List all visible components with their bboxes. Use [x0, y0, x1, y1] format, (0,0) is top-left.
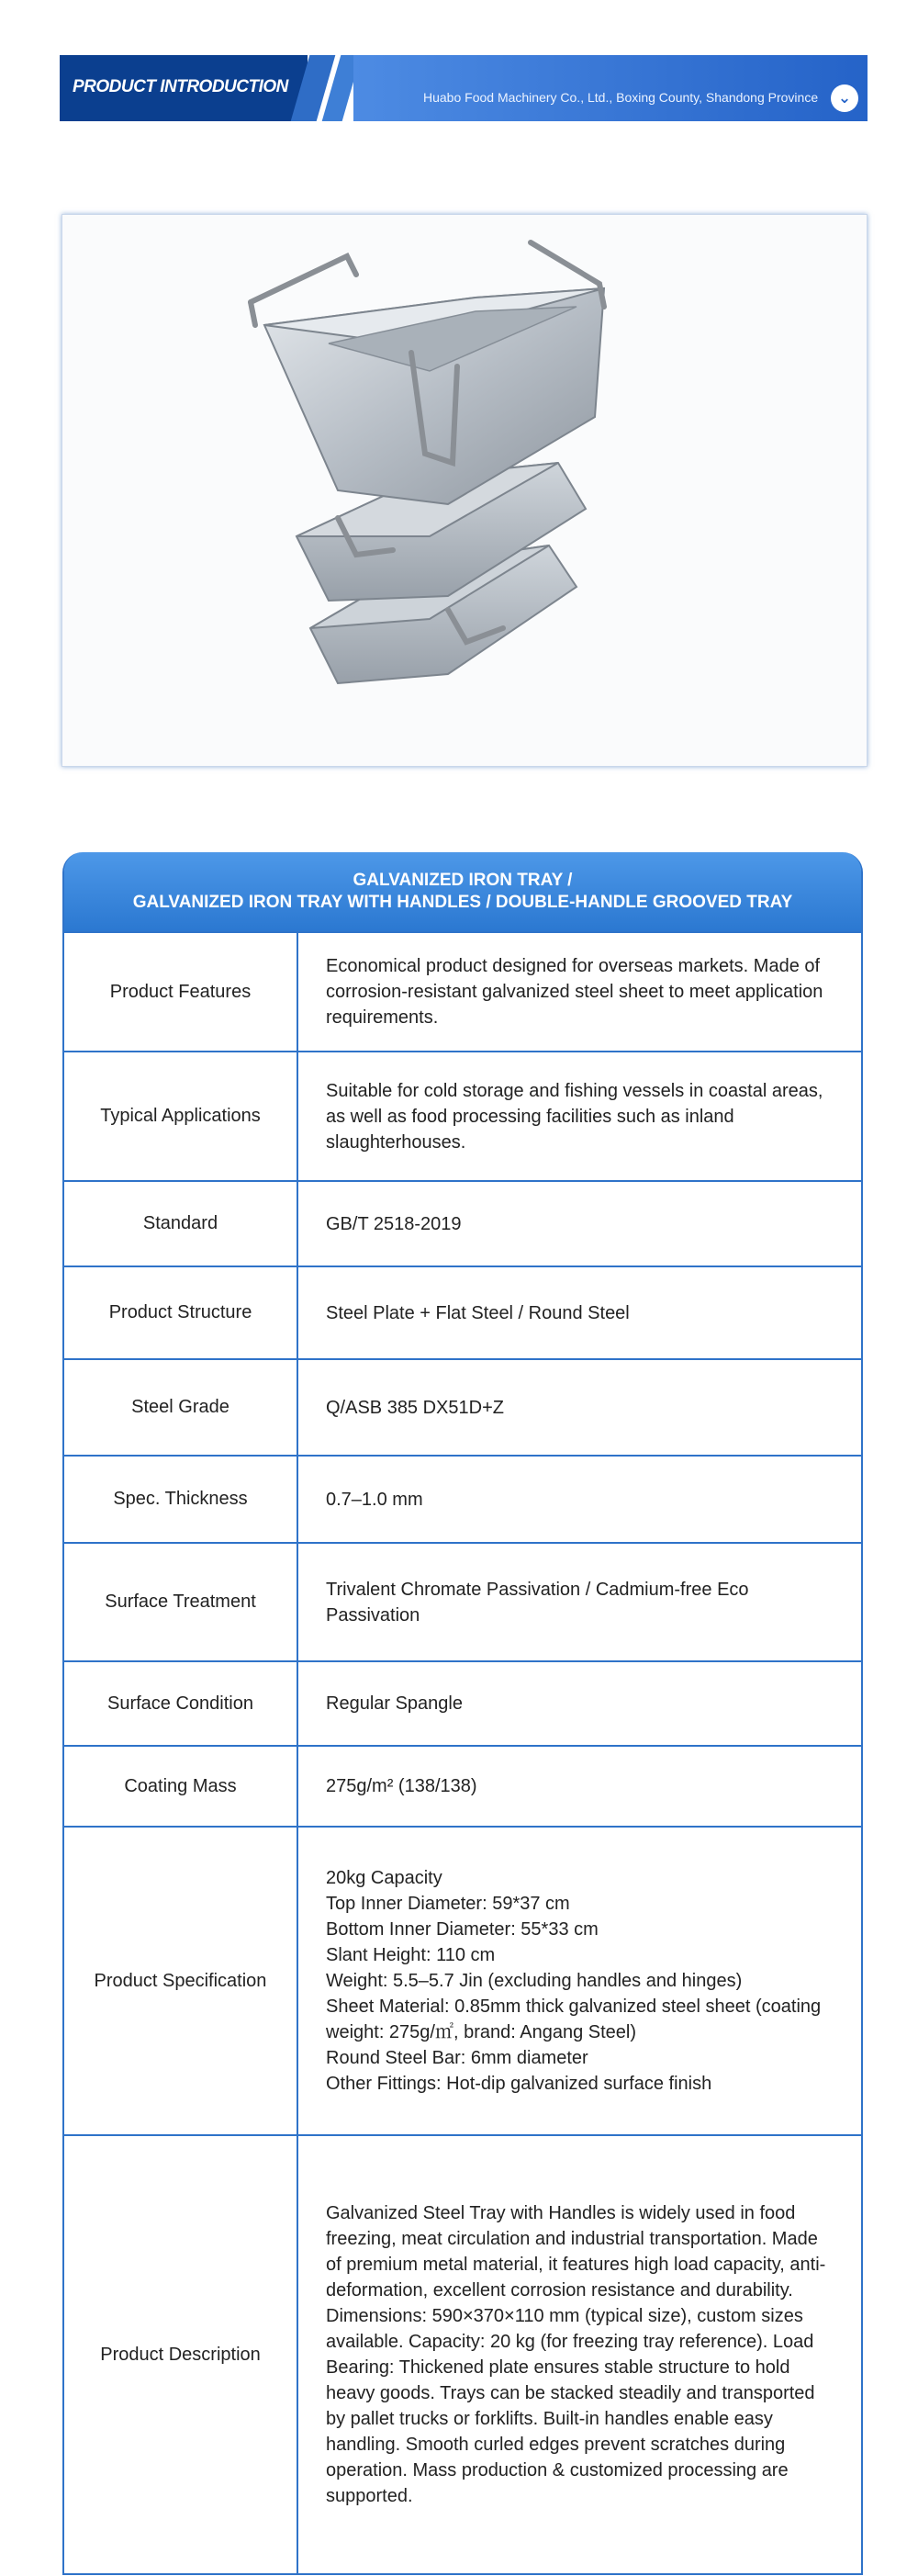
banner-company-block	[353, 55, 868, 121]
row-value-line: Slant Height: 110 cm	[326, 1945, 496, 1965]
table-body	[64, 931, 861, 2573]
row-label: Surface Condition	[64, 1662, 298, 1745]
table-row	[64, 1180, 861, 1266]
table-row	[64, 931, 861, 1051]
row-label: Steel Grade	[64, 1360, 298, 1455]
row-label: Product Structure	[64, 1267, 298, 1358]
row-label: Product Features	[64, 933, 298, 1051]
row-value-line: Regular Spangle	[326, 1693, 463, 1714]
table-row	[64, 2134, 861, 2573]
banner-title: PRODUCT INTRODUCTION	[73, 77, 288, 96]
row-value	[298, 1662, 861, 1745]
row-value-line: Bottom Inner Diameter: 55*33 cm	[326, 1919, 599, 1940]
row-value-line: Sheet Material: 0.85mm thick galvanized steel sheet (coating weight: 275g/㎡, brand: Angang Steel)	[326, 1997, 822, 2042]
row-label: Typical Applications	[64, 1052, 298, 1180]
row-value	[298, 1267, 861, 1358]
row-value	[298, 1457, 861, 1542]
row-value	[298, 1360, 861, 1455]
row-label: Coating Mass	[64, 1747, 298, 1826]
row-value	[298, 1052, 861, 1180]
galvanized-tray-stack-illustration	[62, 215, 867, 766]
row-value	[298, 2136, 861, 2573]
row-value	[298, 1747, 861, 1826]
row-value-line: 20kg Capacity	[326, 1868, 442, 1888]
table-title-line1: GALVANIZED IRON TRAY /	[353, 871, 573, 890]
chevron-down-icon[interactable]: ⌄	[831, 84, 858, 112]
table-row	[64, 1542, 861, 1660]
table-row	[64, 1745, 861, 1826]
row-value-line: 275g/m² (138/138)	[326, 1776, 477, 1796]
spec-table	[62, 852, 863, 2575]
row-value	[298, 1828, 861, 2134]
row-label: Product Specification	[64, 1828, 298, 2134]
company-name: Huabo Food Machinery Co., Ltd., Boxing County, Shandong Province	[423, 90, 819, 105]
table-header	[64, 852, 861, 931]
row-value	[298, 933, 861, 1051]
banner-title-block	[60, 55, 308, 121]
row-value-line: 0.7–1.0 mm	[326, 1489, 423, 1510]
row-value	[298, 1544, 861, 1660]
row-value-line: Q/ASB 385 DX51D+Z	[326, 1397, 504, 1418]
row-value-line: Economical product designed for overseas markets. Made of corrosion-resistant galvanized steel sheet to meet application requirements.	[326, 956, 823, 1028]
row-value-line: Weight: 5.5–5.7 Jin (excluding handles and hinges)	[326, 1971, 743, 1991]
table-row	[64, 1051, 861, 1180]
row-value-line: Round Steel Bar: 6mm diameter	[326, 2048, 588, 2068]
header-banner	[60, 55, 868, 121]
row-value-line: Top Inner Diameter: 59*37 cm	[326, 1894, 570, 1914]
row-value	[298, 1182, 861, 1266]
table-row	[64, 1455, 861, 1542]
table-title-line2: GALVANIZED IRON TRAY WITH HANDLES / DOUBLE-HANDLE GROOVED TRAY	[132, 893, 793, 912]
table-row	[64, 1826, 861, 2134]
row-label: Spec. Thickness	[64, 1457, 298, 1542]
row-value-line: Trivalent Chromate Passivation / Cadmium-free Eco Passivation	[326, 1579, 749, 1625]
table-row	[64, 1358, 861, 1455]
row-value-line: Galvanized Steel Tray with Handles is widely used in food freezing, meat circulation and industrial transportation. Made of premium metal material, it features high load capacity, anti-deformation, excellent corrosion resistance and durability. Dimensions: 590×370×110 mm (typical size), custom sizes available. Capacity: 20 kg (for freezing tray reference). Load Bearing: Thickened plate ensures stable structure to hold heavy goods. Trays can be stacked steadily and transported by pallet trucks or forklifts. Built-in handles enable easy handling. Smooth curled edges prevent scratches during operation. Mass production & customized processing are supported.	[326, 2203, 826, 2506]
row-label: Surface Treatment	[64, 1544, 298, 1660]
row-value-line: Suitable for cold storage and fishing vessels in coastal areas, as well as food processing facilities such as inland slaughterhouses.	[326, 1080, 823, 1153]
table-row	[64, 1660, 861, 1745]
row-label: Standard	[64, 1182, 298, 1266]
row-value-line: Other Fittings: Hot-dip galvanized surface finish	[326, 2074, 712, 2094]
row-value-line: Steel Plate + Flat Steel / Round Steel	[326, 1302, 630, 1323]
product-image	[62, 214, 868, 767]
table-row	[64, 1266, 861, 1358]
row-value-line: GB/T 2518-2019	[326, 1213, 462, 1234]
row-label: Product Description	[64, 2136, 298, 2573]
